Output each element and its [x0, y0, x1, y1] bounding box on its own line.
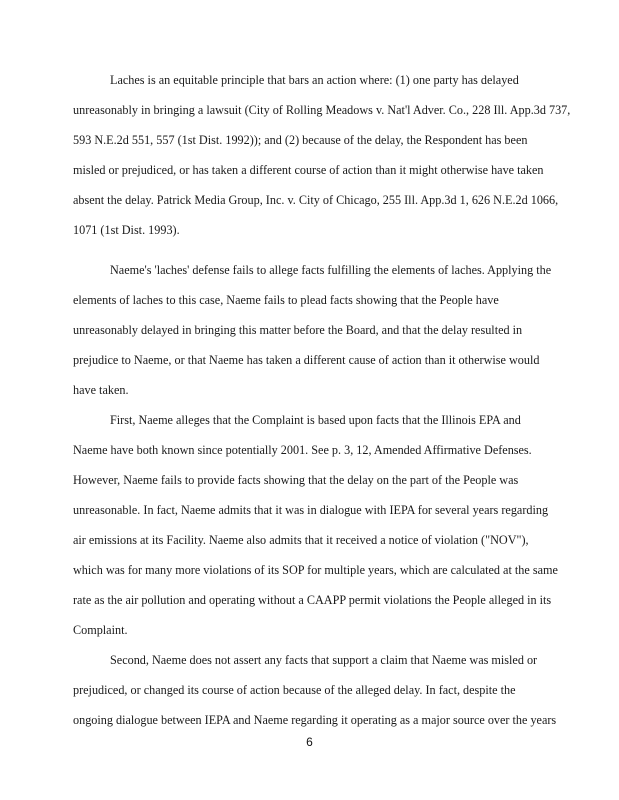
paragraph-2-line-4: prejudice to Naeme, or that Naeme has taken a different cause of action than it otherwise would — [73, 353, 540, 367]
paragraph-1-line-3: 593 N.E.2d 551, 557 (1st Dist. 1992)); and (2) because of the delay, the Respondent has been — [73, 133, 528, 147]
paragraph-4-line-1: Second, Naeme does not assert any facts that support a claim that Naeme was misled or — [110, 653, 538, 667]
paragraph-2-line-5: have taken. — [73, 383, 129, 397]
paragraph-1-line-6: 1071 (1st Dist. 1993). — [73, 223, 180, 237]
paragraph-3-line-1: First, Naeme alleges that the Complaint is based upon facts that the Illinois EPA and — [110, 413, 521, 427]
paragraph-2-line-1: Naeme's 'laches' defense fails to allege facts fulfilling the elements of laches. Applying the — [110, 263, 552, 277]
paragraph-3-line-3: However, Naeme fails to provide facts showing that the delay on the part of the People was — [73, 473, 519, 487]
paragraph-1-line-5: absent the delay. Patrick Media Group, Inc. v. City of Chicago, 255 Ill. App.3d 1, 626 N.E.2d 1066, — [73, 193, 559, 207]
paragraph-1-line-1: Laches is an equitable principle that bars an action where: (1) one party has delayed — [110, 73, 519, 87]
paragraph-3-line-8: Complaint. — [73, 623, 128, 637]
paragraph-3-line-4: unreasonable. In fact, Naeme admits that it was in dialogue with IEPA for several years regarding — [73, 503, 549, 517]
paragraph-1-line-2: unreasonably in bringing a lawsuit (City of Rolling Meadows v. Nat'l Adver. Co., 228 Ill. App.3d 737, — [73, 103, 571, 117]
paragraph-3-line-7: rate as the air pollution and operating without a CAAPP permit violations the People alleged in its — [73, 593, 552, 607]
paragraph-4-line-2: prejudiced, or changed its course of action because of the alleged delay. In fact, despite the — [73, 683, 516, 697]
paragraph-2-line-3: unreasonably delayed in bringing this matter before the Board, and that the delay resulted in — [73, 323, 523, 337]
paragraph-3-line-6: which was for many more violations of its SOP for multiple years, which are calculated at the same — [73, 563, 558, 577]
paragraph-2-line-2: elements of laches to this case, Naeme fails to plead facts showing that the People have — [73, 293, 499, 307]
paragraph-3-line-2: Naeme have both known since potentially 2001. See p. 3, 12, Amended Affirmative Defenses. — [73, 443, 532, 457]
paragraph-4-line-3: ongoing dialogue between IEPA and Naeme regarding it operating as a major source over the years — [73, 713, 557, 727]
paragraph-1-line-4: misled or prejudiced, or has taken a different course of action than it might otherwise have taken — [73, 163, 544, 177]
paragraph-3-line-5: air emissions at its Facility. Naeme also admits that it received a notice of violation ("NOV"), — [73, 533, 529, 547]
page-number: 6 — [306, 735, 313, 749]
